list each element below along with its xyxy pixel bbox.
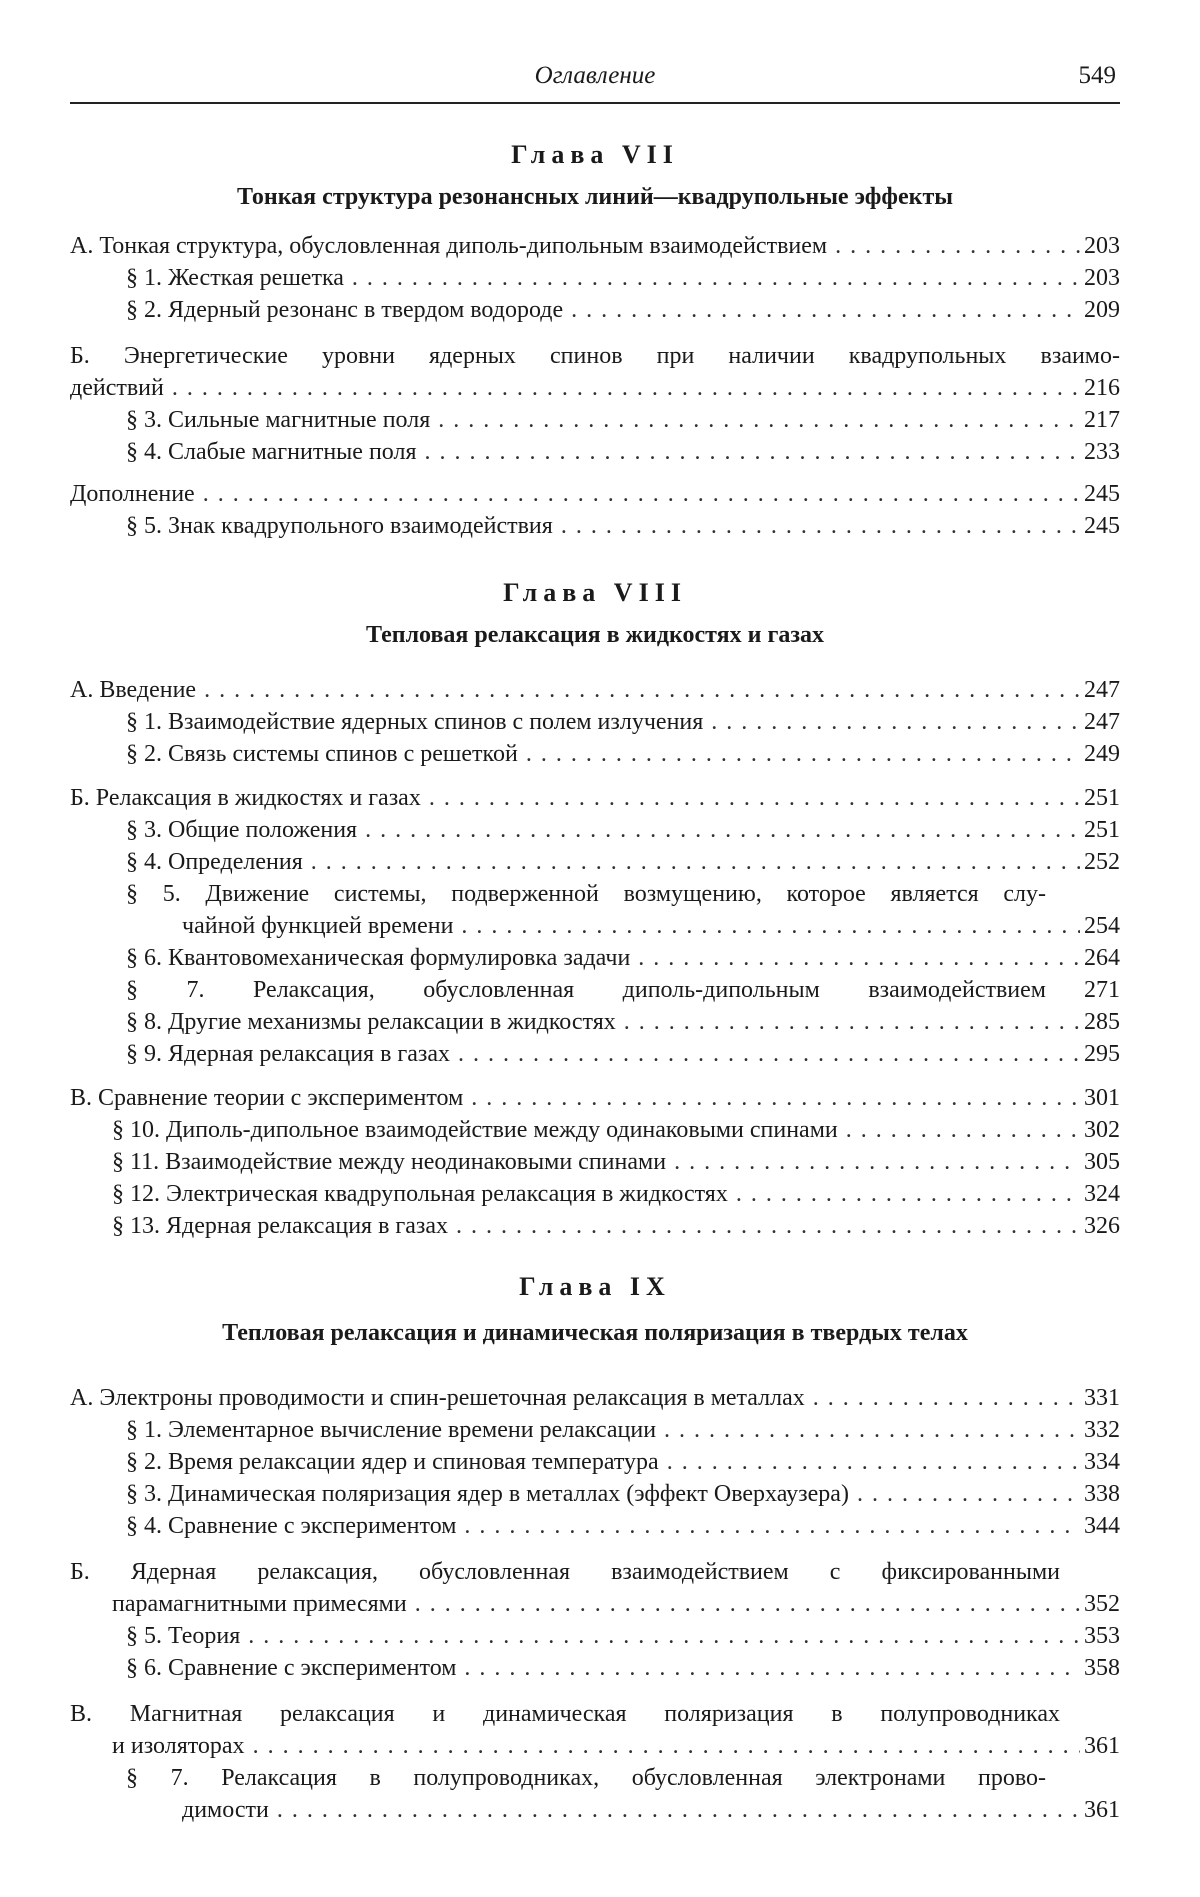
chapter-title: Тепловая релаксация и динамическая поляризация в твердых телах	[222, 1320, 968, 1346]
toc-entry: А. Электроны проводимости и спин-решеточная релаксация в металлах . . .	[70, 1382, 1080, 1414]
toc-entry: § 2. Ядерный резонанс в твердом водороде . . .	[126, 294, 1080, 326]
toc-entry: § 8. Другие механизмы релаксации в жидкостях . . .	[126, 1006, 1080, 1038]
toc-entry: § 4. Определения . . .	[126, 846, 1080, 878]
toc-page-ref: 326	[1084, 1213, 1120, 1239]
toc-entry: парамагнитными примесями . . .	[112, 1588, 1080, 1620]
toc-entry: § 2. Связь системы спинов с решеткой . . .	[126, 738, 1080, 770]
toc-page-ref: 247	[1084, 677, 1120, 703]
toc-entry: А. Введение . . .	[70, 674, 1080, 706]
toc-page-ref: 245	[1084, 513, 1120, 539]
chapter-title: Тонкая структура резонансных линий—квадрупольные эффекты	[236, 184, 954, 210]
toc-page-ref: 209	[1084, 297, 1120, 323]
toc-page-ref: 245	[1084, 481, 1120, 507]
toc-entry: чайной функцией времени . . .	[182, 910, 1080, 942]
toc-page-ref: 353	[1084, 1623, 1120, 1649]
toc-page-ref: 249	[1084, 741, 1120, 767]
toc-entry: § 12. Электрическая квадрупольная релаксация в жидкостях . . .	[112, 1178, 1080, 1210]
toc-entry: и изоляторах . . .	[112, 1730, 1080, 1762]
toc-entry: § 9. Ядерная релаксация в газах . . .	[126, 1038, 1080, 1070]
running-title: Оглавление	[534, 62, 656, 89]
toc-page-ref: 216	[1084, 375, 1120, 401]
running-header	[70, 56, 1120, 104]
page-number: 549	[1078, 62, 1116, 89]
toc-page-ref: 332	[1084, 1417, 1120, 1443]
toc-entry: § 1. Взаимодействие ядерных спинов с полем излучения . . .	[126, 706, 1080, 738]
toc-entry-line: § 5. Движение системы, подверженной возмущению, которое является слу-	[126, 881, 1046, 907]
toc-page-ref: 251	[1084, 785, 1120, 811]
chapter-label: Глава VIII	[503, 578, 687, 607]
toc-page-ref: 233	[1084, 439, 1120, 465]
toc-entry: § 3. Сильные магнитные поля . . .	[126, 404, 1080, 436]
toc-page-ref: 251	[1084, 817, 1120, 843]
toc-entry: § 5. Знак квадрупольного взаимодействия . . .	[126, 510, 1080, 542]
toc-entry: действий . . .	[70, 372, 1080, 404]
toc-entry: § 3. Динамическая поляризация ядер в металлах (эффект Оверхаузера) . . .	[126, 1478, 1080, 1510]
toc-entry: А. Тонкая структура, обусловленная диполь-дипольным взаимодействием . . .	[70, 230, 1080, 262]
toc-page-ref: 324	[1084, 1181, 1120, 1207]
toc-entry: § 13. Ядерная релаксация в газах . . .	[112, 1210, 1080, 1242]
toc-page-ref: 301	[1084, 1085, 1120, 1111]
toc-page-ref: 334	[1084, 1449, 1120, 1475]
toc-page-ref: 247	[1084, 709, 1120, 735]
toc-entry: § 4. Слабые магнитные поля . . .	[126, 436, 1080, 468]
toc-entry: § 1. Жесткая решетка . . .	[126, 262, 1080, 294]
toc-page-ref: 295	[1084, 1041, 1120, 1067]
toc-entry-line: Б. Энергетические уровни ядерных спинов при наличии квадрупольных взаимо-	[70, 343, 1120, 369]
toc-page-ref: 217	[1084, 407, 1120, 433]
toc-entry: § 4. Сравнение с экспериментом . . .	[126, 1510, 1080, 1542]
toc-page-ref: 361	[1084, 1797, 1120, 1823]
toc-page-ref: 285	[1084, 1009, 1120, 1035]
toc-entry: § 10. Диполь-дипольное взаимодействие между одинаковыми спинами . . .	[112, 1114, 1080, 1146]
toc-page-ref: 361	[1084, 1733, 1120, 1759]
toc-entry: В. Сравнение теории с экспериментом . . .	[70, 1082, 1080, 1114]
toc-entry: § 6. Квантовомеханическая формулировка задачи . . .	[126, 942, 1080, 974]
toc-entry: Дополнение . . .	[70, 478, 1080, 510]
chapter-label: Глава VII	[511, 140, 679, 169]
toc-page-ref: 305	[1084, 1149, 1120, 1175]
toc-entry: димости . . .	[182, 1794, 1080, 1826]
toc-page-ref: 344	[1084, 1513, 1120, 1539]
toc-entry-line: § 7. Релаксация, обусловленная диполь-дипольным взаимодействием	[126, 977, 1046, 1003]
toc-entry: § 5. Теория . . .	[126, 1620, 1080, 1652]
toc-page-ref: 252	[1084, 849, 1120, 875]
toc-entry-line: В. Магнитная релаксация и динамическая поляризация в полупроводниках	[70, 1701, 1060, 1727]
toc-page-ref: 331	[1084, 1385, 1120, 1411]
toc-entry-line: § 7. Релаксация в полупроводниках, обусловленная электронами прово-	[126, 1765, 1046, 1791]
toc-page-ref: 203	[1084, 233, 1120, 259]
toc-page-ref: 254	[1084, 913, 1120, 939]
toc-entry: Б. Релаксация в жидкостях и газах . . .	[70, 782, 1080, 814]
toc-entry: § 3. Общие положения . . .	[126, 814, 1080, 846]
chapter-label: Глава IX	[519, 1272, 671, 1301]
toc-entry: § 11. Взаимодействие между неодинаковыми спинами . . .	[112, 1146, 1080, 1178]
toc-entry: § 2. Время релаксации ядер и спиновая температура . . .	[126, 1446, 1080, 1478]
toc-entry: § 1. Элементарное вычисление времени релаксации . . .	[126, 1414, 1080, 1446]
toc-page-ref: 302	[1084, 1117, 1120, 1143]
toc-entry: § 6. Сравнение с экспериментом . . .	[126, 1652, 1080, 1684]
toc-page-ref: 358	[1084, 1655, 1120, 1681]
toc-page-ref: 203	[1084, 265, 1120, 291]
toc-page-ref: 338	[1084, 1481, 1120, 1507]
toc-entry-line: Б. Ядерная релаксация, обусловленная взаимодействием с фиксированными	[70, 1559, 1060, 1585]
toc-page-ref: 271	[1084, 977, 1120, 1003]
toc-page-ref: 352	[1084, 1591, 1120, 1617]
chapter-title: Тепловая релаксация в жидкостях и газах	[366, 622, 824, 648]
toc-page-ref: 264	[1084, 945, 1120, 971]
